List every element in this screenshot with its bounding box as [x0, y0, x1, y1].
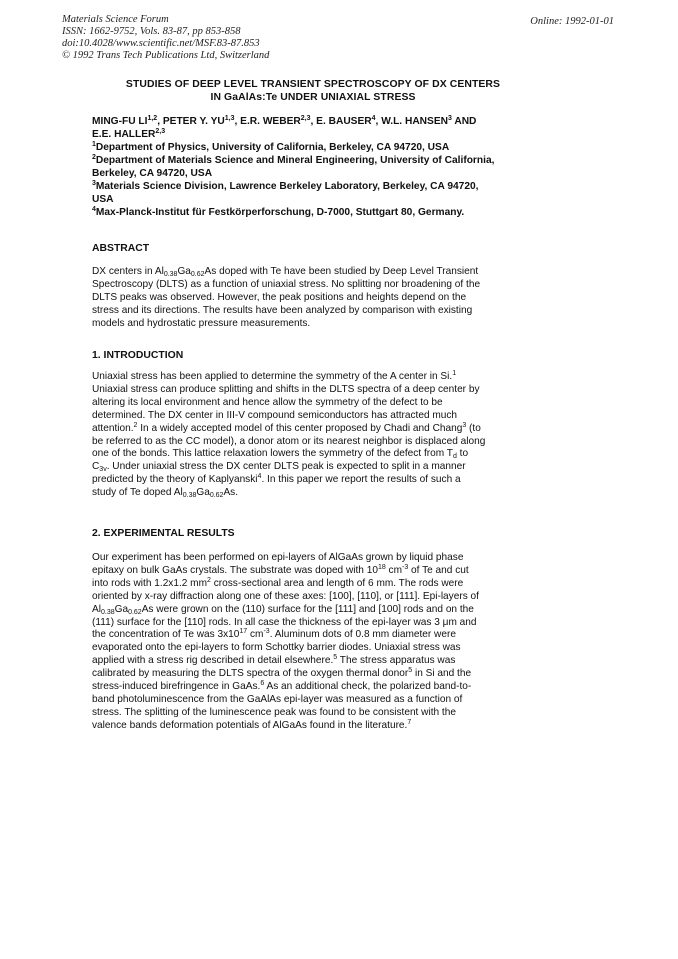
intro-line: altering its local environment and hence allow the symmetry of the defect to be	[92, 396, 443, 408]
intro-line: attention.$^2$ In a widely accepted model of this center proposed by Chadi and Chang$^3$ (to	[92, 421, 481, 434]
affiliation-1: $^1$Department of Physics, University of California, Berkeley, CA 94720, USA	[92, 141, 450, 153]
journal-header	[62, 14, 269, 62]
exp-line: calibrated by measuring the DLTS spectra of the oxygen thermal donor$^5$ in Si and the	[92, 667, 472, 680]
exp-line: into rods with 1.2x1.2 $mm^2$ cross-sectional area and length of 6 mm. The rods were	[92, 576, 464, 589]
abstract-line: DX centers in $Al_{0.38}Ga_{0.62}As$ doped with Te have been studied by Deep Level Transient	[92, 266, 479, 278]
exp-line: band photoluminescence from the GaAlAs epi-layer was measured as a function of	[92, 693, 463, 705]
exp-line: Our experiment has been performed on epi-layers of AlGaAs grown by liquid phase	[92, 552, 464, 563]
exp-line: valence bands deformation potentials of AlGaAs found in the literature.$^7$	[92, 718, 412, 731]
intro-line: one of the bonds. This lattice relaxation lowers the symmetry of the defect from $T_d$ to	[92, 448, 469, 461]
abstract-heading: ABSTRACT	[92, 243, 150, 254]
affiliation-3: $^3$Materials Science Division, Lawrence Berkeley Laboratory, Berkeley, CA 94720,	[92, 180, 479, 192]
exp-line: stress-induced birefringence in GaAs.$^6$ As an additional check, the polarized band-to-	[92, 680, 472, 693]
exp-line: (111) surface for the [110] rods. In all case the thickness of the epi-layer was 3 μm and	[92, 616, 477, 628]
author-line-1: MING-FU LI$^{1,2}$, PETER Y. YU$^{1,3}$, E.R. WEBER$^{2,3}$, E. BAUSER$^4$, W.L. HANSEN$^3$ AND	[92, 115, 477, 127]
exp-line: evaporated onto the epi-layers to form Schottky barrier diodes. Uniaxial stress was	[92, 642, 461, 654]
intro-line: Uniaxial stress has been applied to determine the symmetry of the A center in Si.$^1$	[92, 370, 457, 382]
experimental-body	[92, 552, 534, 733]
abstract-line: Spectroscopy (DLTS) as a function of uniaxial stress. No splitting nor broadening of the	[92, 278, 481, 290]
journal-doi[interactable]: doi:10.4028/www.scientific.net/MSF.83-87.853	[62, 38, 260, 49]
affiliation-2: $^2$Department of Materials Science and Mineral Engineering, University of California,	[92, 154, 495, 166]
affiliation-4: $^4$Max-Planck-Institut für Festkörperforschung, D-7000, Stuttgart 80, Germany.	[92, 206, 465, 218]
author-line-2: E.E. HALLER$^{2,3}$	[92, 128, 166, 140]
exp-line: epitaxy on bulk GaAs crystals. The substrate was doped with $10^{18}$ $cm^{-3}$ of Te and cut	[92, 563, 469, 576]
exp-line: applied with a stress rig described in detail elsewhere.$^5$ The stress apparatus was	[92, 654, 456, 667]
author-affiliation-block	[92, 115, 534, 219]
introduction-body	[92, 371, 534, 500]
journal-issn: ISSN: 1662-9752, Vols. 83-87, pp 853-858	[62, 26, 241, 37]
affiliation-3-cont: USA	[92, 194, 114, 205]
exp-line: oriented by x-ray diffraction along one of these axes: [100], [110], or [111]. Epi-layers of	[92, 590, 479, 602]
exp-line: stress. The splitting of the luminescence peak was found to be consistent with the	[92, 706, 456, 718]
exp-line: $Al_{0.38}Ga_{0.62}As$ were grown on the (110) surface for the [111] and [100] rods and on the	[92, 603, 474, 616]
intro-line: determined. The DX center in III-V compound semiconductors has attracted much	[92, 409, 458, 421]
intro-line: Uniaxial stress can produce splitting and shifts in the DLTS spectra of a deep center by	[92, 383, 480, 395]
intro-line: be referred to as the CC model), a donor atom or its nearest neighbor is displaced along	[92, 435, 486, 447]
abstract-line: models and hydrostatic pressure measurements.	[92, 317, 311, 329]
intro-line: study of Te doped $Al_{0.38}Ga_{0.62}As$.	[92, 487, 239, 500]
online-date: Online: 1992-01-01	[530, 16, 614, 27]
abstract-line: stress and its directions. The results have been analyzed by comparison with existing	[92, 304, 473, 316]
journal-name: Materials Science Forum	[62, 14, 169, 25]
paper-title	[92, 78, 534, 104]
title-line-2: IN GaAlAs:Te UNDER UNIAXIAL STRESS	[210, 92, 416, 103]
journal-copyright: © 1992 Trans Tech Publications Ltd, Switzerland	[62, 50, 270, 61]
title-line-1: STUDIES OF DEEP LEVEL TRANSIENT SPECTROSCOPY OF DX CENTERS	[125, 79, 501, 90]
exp-line: the concentration of Te was $3x10^{17}$ $cm^{-3}$. Aluminum dots of 0.8 mm diameter were	[92, 628, 456, 641]
abstract-line: DLTS peaks was observed. However, the peak positions and heights depend on the	[92, 291, 467, 303]
affiliation-2-cont: Berkeley, CA 94720, USA	[92, 168, 213, 179]
intro-line: predicted by the theory of Kaplyanski$^4$. In this paper we report the results of such a	[92, 473, 461, 486]
intro-line: $C_{3v}$. Under uniaxial stress the DX center DLTS peak is expected to split in a manner	[92, 461, 466, 474]
experimental-heading: 2. EXPERIMENTAL RESULTS	[92, 528, 235, 539]
introduction-heading: 1. INTRODUCTION	[92, 350, 184, 361]
abstract-body	[92, 266, 534, 331]
